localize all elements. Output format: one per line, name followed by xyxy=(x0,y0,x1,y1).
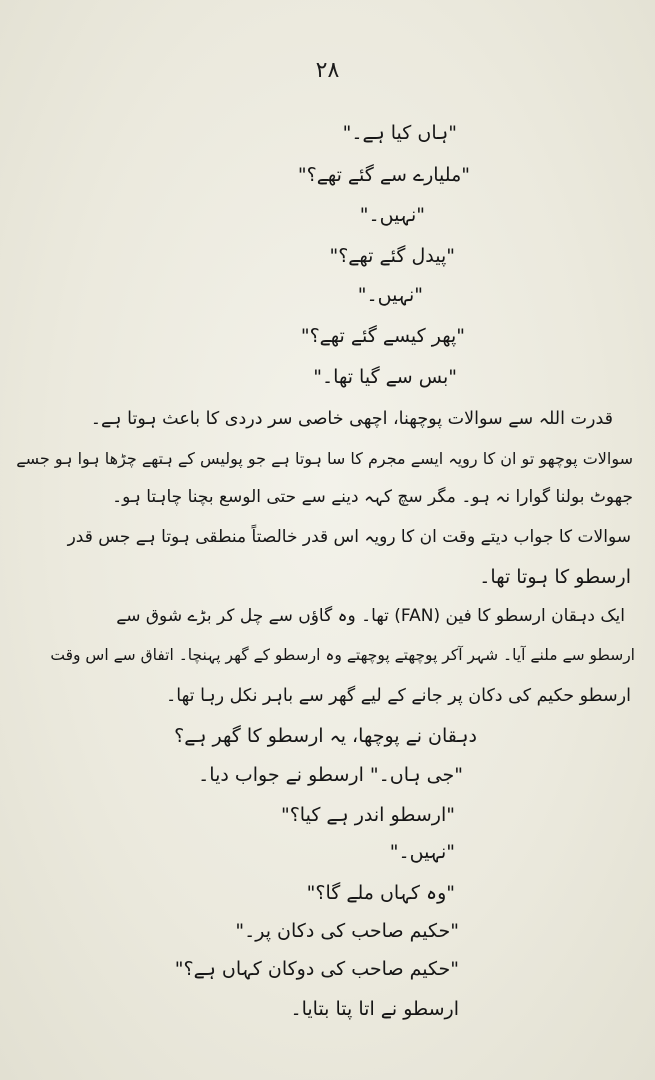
text-line-6: "پھر کیسے گئے تھے؟" xyxy=(300,325,465,347)
text-line-17: "جی ہاں۔" ارسطو نے جواب دیا۔ xyxy=(198,764,463,786)
text-line-23: ارسطو نے اتا پتا بتایا۔ xyxy=(290,998,459,1020)
text-line-14: ارسطو سے ملنے آیا۔ شہر آکر پوچھتے پوچھتے وہ ارسطو کے گھر پہنچا۔ اتفاق سے اس وقت xyxy=(50,646,635,664)
text-line-2: "ملیارے سے گئے تھے؟" xyxy=(297,164,470,186)
page-number: ۲۸ xyxy=(315,58,340,83)
text-line-9: سوالات پوچھو تو ان کا رویہ ایسے مجرم کا سا ہوتا ہے جو پولیس کے ہتھے چڑھا ہوا ہو جسے xyxy=(16,449,633,468)
text-line-12: ارسطو کا ہوتا تھا۔ xyxy=(479,566,631,588)
text-line-5: "نہیں۔" xyxy=(357,284,423,306)
text-line-1: "ہاں کیا ہے۔" xyxy=(342,122,457,144)
text-line-10: جھوٹ بولنا گوارا نہ ہو۔ مگر سچ کہہ دینے سے حتی الوسع بچنا چاہتا ہو۔ xyxy=(112,487,633,507)
text-line-13: ایک دہقان ارسطو کا فین (FAN) تھا۔ وہ گاؤں سے چل کر بڑے شوق سے xyxy=(116,606,625,626)
text-line-4: "پیدل گئے تھے؟" xyxy=(329,245,455,267)
text-line-21: "حکیم صاحب کی دکان پر۔" xyxy=(235,920,459,942)
text-line-8: قدرت اللہ سے سوالات پوچھنا، اچھی خاصی سر دردی کا باعث ہوتا ہے۔ xyxy=(90,409,613,429)
text-line-19: "نہیں۔" xyxy=(389,841,455,863)
text-line-11: سوالات کا جواب دیتے وقت ان کا رویہ اس قدر خالصتاً منطقی ہوتا ہے جس قدر xyxy=(67,527,631,547)
text-line-20: "وہ کہاں ملے گا؟" xyxy=(306,882,455,904)
text-line-16: دہقان نے پوچھا، یہ ارسطو کا گھر ہے؟ xyxy=(174,725,477,747)
text-line-22: "حکیم صاحب کی دوکان کہاں ہے؟" xyxy=(174,958,459,980)
text-line-7: "بس سے گیا تھا۔" xyxy=(313,366,457,388)
text-line-15: ارسطو حکیم کی دکان پر جانے کے لیے گھر سے باہر نکل رہا تھا۔ xyxy=(165,686,631,706)
text-line-18: "ارسطو اندر ہے کیا؟" xyxy=(280,804,455,826)
text-line-3: "نہیں۔" xyxy=(359,204,425,226)
